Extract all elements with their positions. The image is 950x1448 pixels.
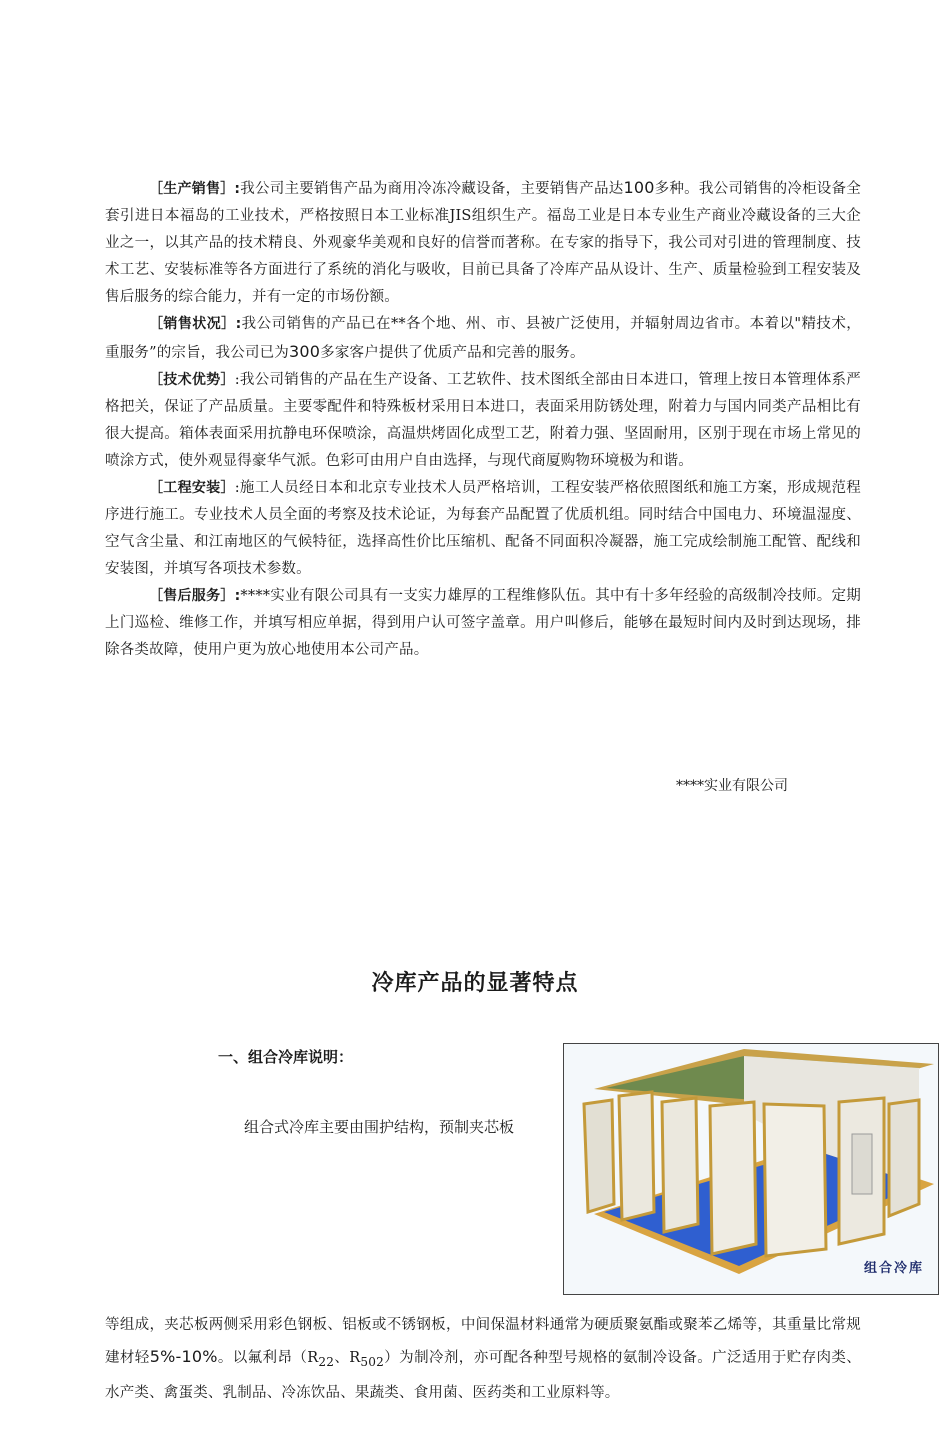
company-signature: ****实业有限公司 [676, 778, 788, 794]
desc-percentage: 5%-10% [149, 1347, 218, 1366]
p4-text: :施工人员经日本和北京专业技术人员严格培训，工程安装严格依照图纸和施工方案，形成规范程序进行施工。专业技术人员全面的考察及技术论证，为每套产品配置了优质机组。同时结合中国电力、环境温湿度、空气含尘量、和江南地区的气候特征，选择高性价比压缩机、配备不同面积冷凝器，施工完成绘制施工配管、配线和安装图，并填写各项技术参数。 [105, 480, 862, 577]
paragraph-after-sales [105, 583, 861, 664]
photo-caption: 组合冷库 [863, 1261, 924, 1276]
right-unit [839, 1098, 919, 1244]
paragraph-installation [105, 475, 861, 583]
desc-text-a: 等组成，夹芯板两侧采用彩色钢板、铝板或不锈钢板，中间保温材料通常为硬质聚氨酯或聚苯乙烯等，其重量比常规建材轻 [105, 1317, 861, 1366]
desc-text-b: 。以氟利昂（R [217, 1350, 319, 1366]
p1-text-b: 多种。我公司销售的冷柜设备全套引进日本福岛的工业技术，严格按照日本工业标准JIS组织生产。福岛工业是日本专业生产商业冷藏设备的三大企业之一，以其产品的技术精良、外观豪华美观和良好的信誉而著称。在专家的指导下，我公司对引进的管理制度、技术工艺、安装标准等各方面进行了系统的消化与吸收，目前已具备了冷库产品从设计、生产、质量检验到工程安装及售后服务的综合能力，并有一定的市场份额。 [105, 181, 861, 305]
cold-storage-photo [563, 1043, 939, 1295]
tag-sales-status: ［销售状况］: [149, 316, 242, 332]
page-title: 冷库产品的显著特点 [371, 971, 579, 996]
paragraph-production-sales [105, 174, 861, 311]
desc-text-d: ）为制冷剂，亦可配各种型号规格的氨制冷设备。广泛适用于贮存肉类、水产类、禽蛋类、乳制品、冷冻饮品、果蔬类、食用菌、医药类和工业原料等。 [105, 1350, 861, 1401]
description-section [105, 1310, 861, 1409]
p1-text-a: 我公司主要销售产品为商用冷冻冷藏设备，主要销售产品达 [240, 181, 624, 197]
p2-text-b: 多家客户提供了优质产品和完善的服务。 [320, 345, 585, 361]
intro-line: 组合式冷库主要由围护结构，预制夹芯板 [244, 1118, 515, 1136]
p2-number: 300 [289, 342, 321, 361]
paragraph-tech-advantage [105, 367, 861, 475]
p5-text: ****实业有限公司具有一支实力雄厚的工程维修队伍。其中有十多年经验的高级制冷技师。定期上门巡检、维修工作，并填写相应单据，得到用户认可签字盖章。用户叫修后，能够在最短时间内及时到达现场，排除各类故障，使用户更为放心地使用本公司产品。 [105, 588, 862, 658]
desc-sub-502: 502 [360, 1354, 385, 1369]
p3-text: :我公司销售的产品在生产设备、工艺软件、技术图纸全部由日本进口，管理上按日本管理体系严格把关，保证了产品质量。主要零配件和特殊板材采用日本进口，表面采用防锈处理，附着力与国内同类产品相比有很大提高。箱体表面采用抗静电环保喷涂，高温烘烤固化成型工艺，附着力强、坚固耐用，区别于现在市场上常见的喷涂方式，使外观显得豪华气派。色彩可由用户自由选择，与现代商厦购物环境极为和谐。 [105, 372, 862, 469]
tag-tech-advantage: ［技术优势］ [149, 372, 235, 388]
p1-number: 100 [623, 178, 655, 197]
tag-production-sales: ［生产销售］: [149, 181, 241, 197]
desc-sub-22: 22 [318, 1354, 335, 1369]
paragraph-description [105, 1310, 861, 1409]
tag-after-sales: ［售后服务］: [149, 588, 241, 604]
p2-text-a: 我公司销售的产品已在**各个地、州、市、县被广泛使用，并辐射周边省市。本着以"精技术，重服务”的宗旨，我公司已为 [105, 316, 862, 361]
company-intro-section [105, 174, 861, 664]
section-heading: 一、组合冷库说明： [218, 1048, 354, 1066]
paragraph-sales-status [105, 311, 861, 367]
desc-text-c: 、R [334, 1350, 361, 1366]
tag-installation: ［工程安装］ [149, 480, 235, 496]
